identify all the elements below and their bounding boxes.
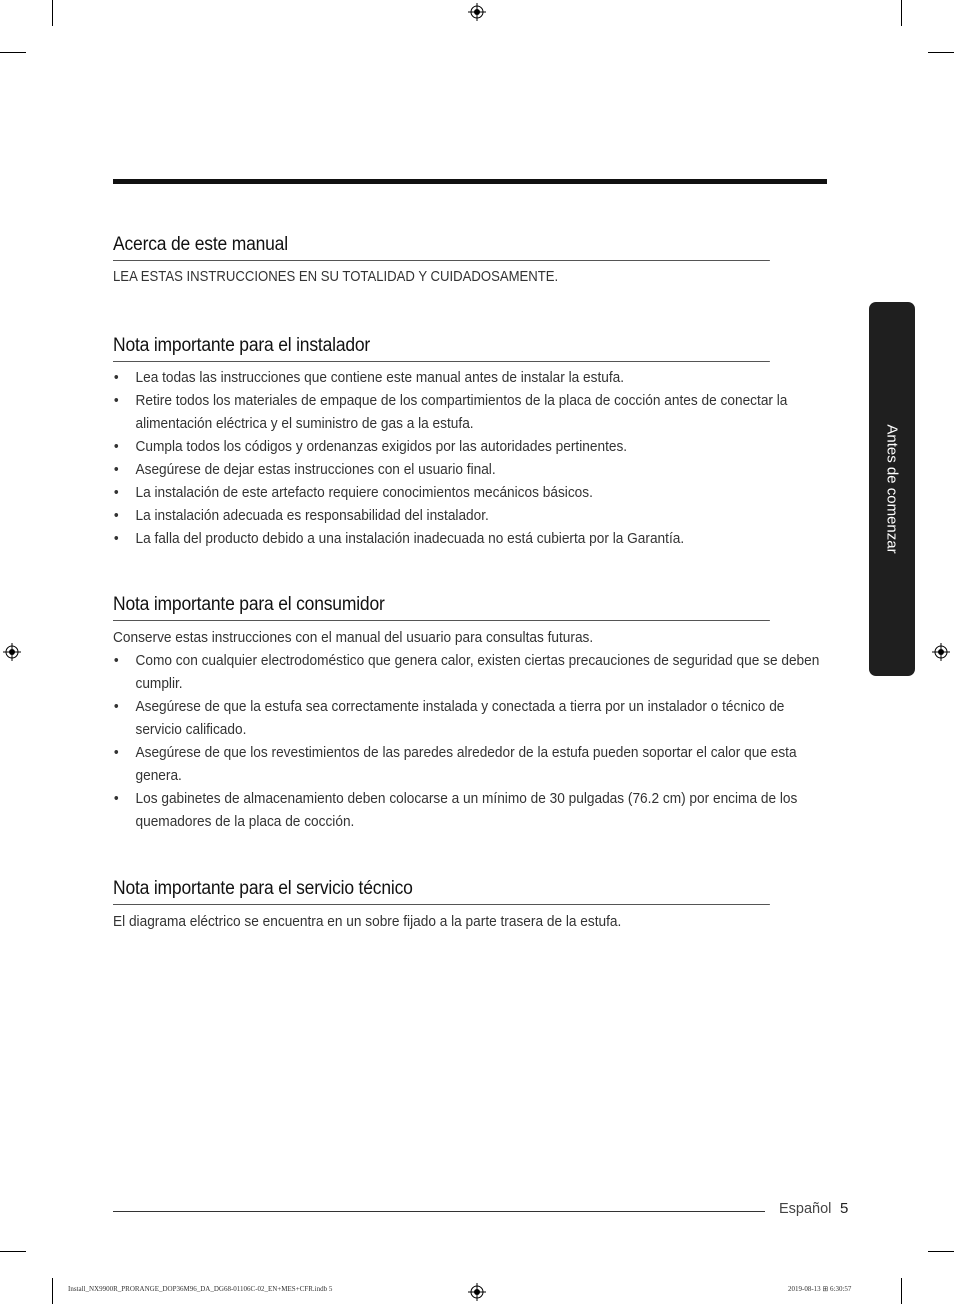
- print-slug-timestamp: 2019-08-13 ⊞ 6:30:57: [788, 1285, 852, 1293]
- list-item: • La instalación adecuada es responsabilidad del instalador.: [113, 504, 826, 527]
- crop-mark: [0, 52, 26, 53]
- bullet-list: [113, 366, 826, 550]
- page-number: 5: [840, 1200, 849, 1217]
- chapter-label: Antes de comenzar: [883, 424, 901, 554]
- list-item: • Los gabinetes de almacenamiento deben colocarse a un mínimo de 30 pulgadas (76.2 cm) por encima de los quemadores de la placa de cocción.: [113, 787, 826, 833]
- registration-mark-icon: [932, 643, 950, 661]
- registration-mark-icon: [468, 3, 486, 21]
- crop-mark: [52, 0, 53, 26]
- footer-language: Español: [779, 1201, 832, 1217]
- section-about-manual: [113, 234, 827, 285]
- bullet-list: [113, 649, 826, 833]
- registration-mark-icon: [3, 643, 21, 661]
- section-text: El diagrama eléctrico se encuentra en un sobre fijado a la parte trasera de la estufa.: [113, 913, 622, 930]
- crop-mark: [52, 1278, 53, 1304]
- section-heading: Nota importante para el instalador: [113, 335, 770, 362]
- section-text: LEA ESTAS INSTRUCCIONES EN SU TOTALIDAD Y CUIDADOSAMENTE.: [113, 269, 559, 285]
- section-heading: Nota importante para el consumidor: [113, 594, 770, 621]
- list-item: • Asegúrese de que la estufa sea correctamente instalada y conectada a tierra por un instalador o técnico de servicio calificado.: [113, 695, 826, 741]
- section-heading: Nota importante para el servicio técnico: [113, 878, 770, 905]
- crop-mark: [0, 1251, 26, 1252]
- list-item: • Como con cualquier electrodoméstico que genera calor, existen ciertas precauciones de seguridad que se deben cumplir.: [113, 649, 826, 695]
- footer-rule: [113, 1211, 765, 1212]
- section-heading: Acerca de este manual: [113, 234, 770, 261]
- chapter-side-tab: [869, 302, 915, 676]
- crop-mark: [928, 52, 954, 53]
- list-item: • Asegúrese de dejar estas instrucciones con el usuario final.: [113, 458, 826, 481]
- list-item: • Lea todas las instrucciones que contiene este manual antes de instalar la estufa.: [113, 366, 826, 389]
- list-item: • La falla del producto debido a una instalación inadecuada no está cubierta por la Garantía.: [113, 527, 826, 550]
- crop-mark: [928, 1251, 954, 1252]
- crop-mark: [901, 0, 902, 26]
- list-item: • La instalación de este artefacto requiere conocimientos mecánicos básicos.: [113, 481, 826, 504]
- registration-mark-icon: [468, 1283, 486, 1301]
- list-item: • Asegúrese de que los revestimientos de las paredes alrededor de la estufa pueden soportar el calor que esta genera.: [113, 741, 826, 787]
- crop-mark: [901, 1278, 902, 1304]
- section-consumer-note: [113, 594, 827, 833]
- section-service-note: [113, 878, 827, 933]
- list-item: • Cumpla todos los códigos y ordenanzas exigidos por las autoridades pertinentes.: [113, 435, 826, 458]
- list-item: • Retire todos los materiales de empaque de los compartimientos de la placa de cocción antes de conectar la alimentación eléctrica y el suministro de gas a la estufa.: [113, 389, 826, 435]
- top-rule: [113, 179, 827, 184]
- section-installer-note: [113, 335, 827, 550]
- print-slug-file: Install_NX9900R_PRORANGE_DOP36M96_DA_DG68-01106C-02_EN+MES+CFR.indb 5: [68, 1285, 333, 1293]
- section-intro: Conserve estas instrucciones con el manual del usuario para consultas futuras.: [113, 629, 594, 646]
